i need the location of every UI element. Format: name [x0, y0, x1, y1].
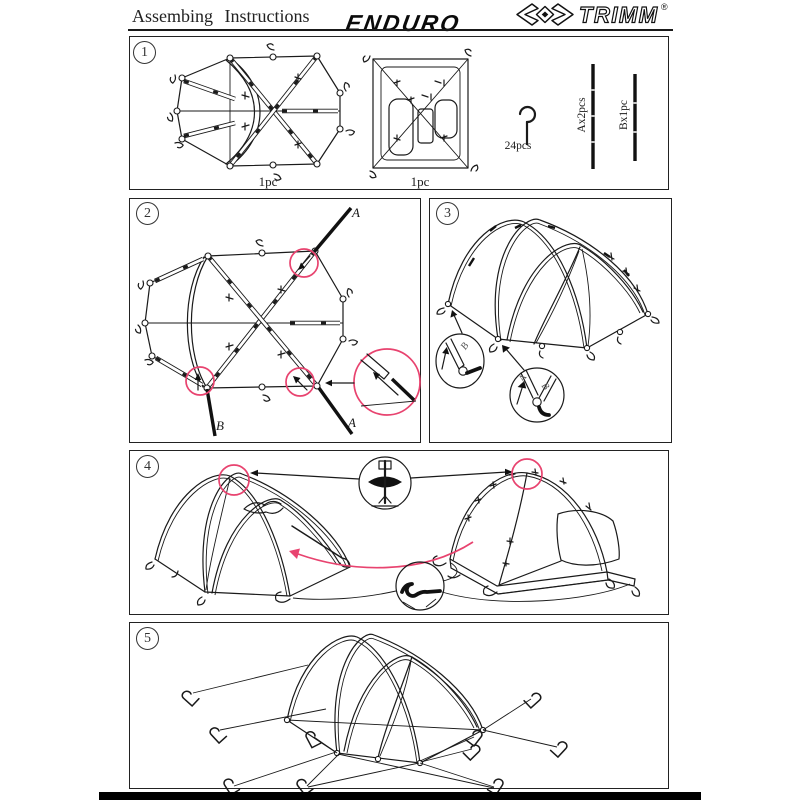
pole-a-top-label: A [352, 205, 360, 220]
pole-a-qty-label: Ax2pcs [576, 97, 588, 133]
panel-step-1 [129, 36, 669, 190]
brand-logo-text: TRIMM [579, 2, 659, 28]
inset-right-b-label: B [538, 380, 552, 393]
trimm-arrows-diamond-icon [517, 4, 573, 25]
hang-inner-arrowhead [289, 549, 300, 560]
wire-hook-icon [520, 107, 535, 144]
s-hook-clip-inset [293, 562, 630, 610]
dome-frame-view [437, 219, 659, 360]
step-2-badge: 2 [136, 202, 159, 225]
step-4-badge: 4 [136, 455, 159, 478]
folded-pole-a-icon [591, 64, 594, 169]
inner-tent-view [433, 459, 640, 596]
fly-qty-label: 1pc [258, 174, 278, 189]
flysheet-tent-view [146, 465, 350, 605]
guy-lines [193, 665, 557, 788]
sleeve-insert-inset [325, 349, 420, 415]
inset-right-a-label: A [516, 373, 530, 384]
footer-bar [99, 792, 701, 800]
poles-ab-grommet-inset [502, 345, 564, 422]
flysheet-top-view [167, 43, 355, 180]
step-3-badge: 3 [436, 202, 459, 225]
panel-step-4 [129, 450, 669, 615]
header-divider [128, 29, 673, 31]
inset-left-b-label: B [458, 340, 472, 353]
inner-qty-label: 1pc [410, 174, 430, 189]
step-1-badge: 1 [133, 41, 156, 64]
inner-tent-top-view [363, 49, 478, 178]
pole-b-qty-label: Bx1pc [618, 99, 630, 131]
hooks-qty-label: 24pcs [504, 140, 532, 152]
step-5-badge: 5 [136, 627, 159, 650]
registered-mark: ® [661, 2, 668, 12]
pole-a-bottom-label: A [348, 415, 356, 430]
folded-pole-b-icon [633, 74, 636, 161]
panel-step-2 [129, 198, 421, 443]
panel-step-5 [129, 622, 669, 789]
fly-with-poles-top-view [135, 239, 358, 401]
guy-line-pegs [182, 689, 568, 795]
panel-step-3 [429, 198, 672, 443]
pole-b-label: B [216, 418, 224, 433]
pole-b-grommet-inset [436, 310, 484, 388]
model-logo: ENDURO [343, 10, 464, 36]
pole-a-top [314, 208, 351, 252]
page-title: Assembing Instructions [132, 6, 310, 26]
pole-b-bottom [207, 389, 215, 436]
brand-logo [514, 1, 674, 28]
